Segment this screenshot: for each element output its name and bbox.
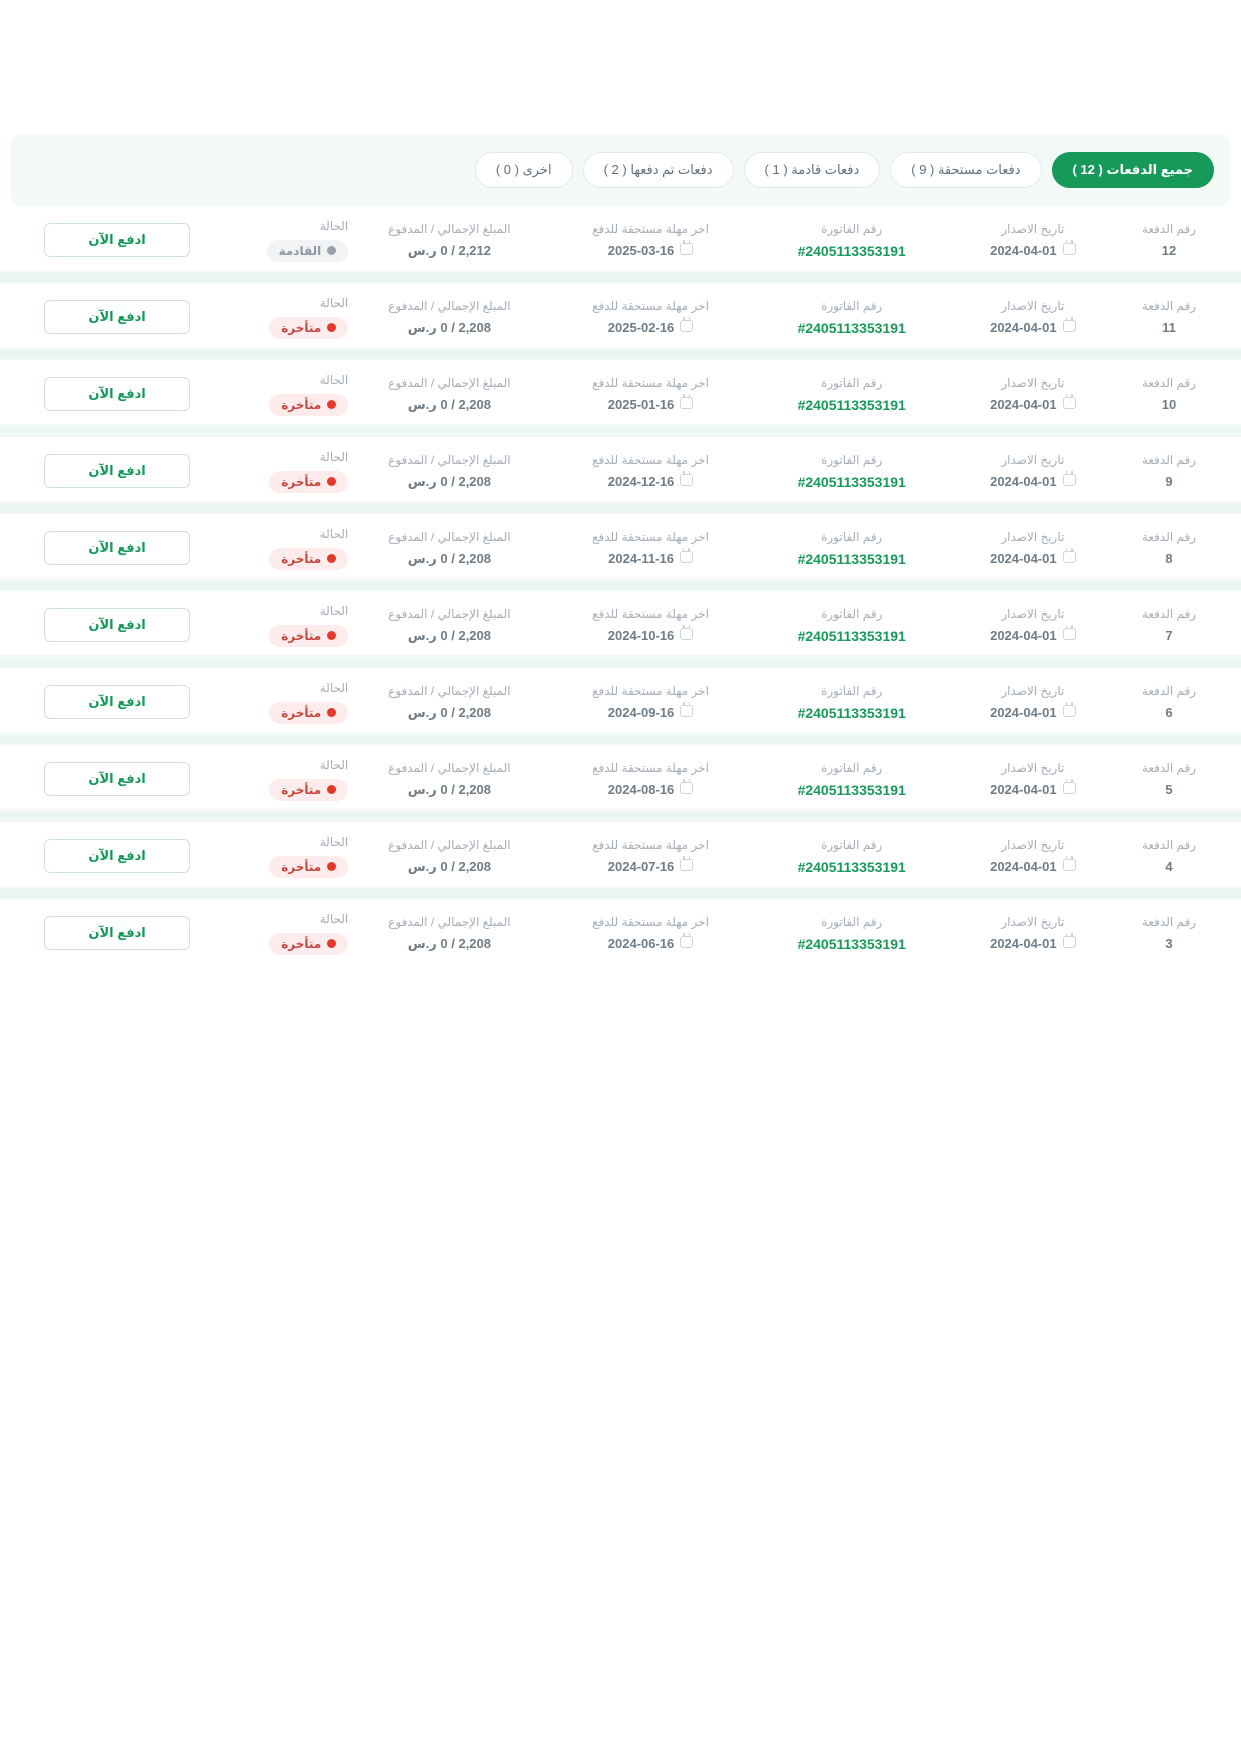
amount-cell — [354, 607, 544, 644]
due-date-label: اخر مهلة مستحقة للدفع — [592, 222, 709, 236]
invoice-number-link[interactable]: #2405113353191 — [797, 319, 906, 336]
due-date-cell — [551, 376, 751, 412]
issue-date-cell — [953, 222, 1113, 258]
status-badge — [269, 394, 348, 416]
payment-number-cell — [1119, 222, 1219, 258]
invoice-cell — [757, 761, 947, 798]
issue-date-value: 2024-04-01 — [990, 936, 1057, 951]
amount-label: المبلغ الإجمالي / المدفوع — [388, 683, 511, 698]
status-dot-icon — [327, 785, 336, 794]
status-badge — [269, 856, 348, 878]
status-label: الحالة — [319, 757, 349, 772]
status-label: الحالة — [319, 526, 349, 541]
calendar-icon — [680, 859, 693, 871]
due-date-cell — [551, 761, 751, 797]
amount-value: 2,208 / 0 ر.س — [407, 550, 492, 566]
issue-date-value: 2024-04-01 — [990, 782, 1057, 797]
due-date-label: اخر مهلة مستحقة للدفع — [592, 530, 709, 544]
status-label: الحالة — [319, 218, 349, 233]
invoice-number-link[interactable]: #2405113353191 — [797, 550, 906, 567]
payment-number-cell — [1119, 453, 1219, 489]
due-date-value: 2024-08-16 — [607, 782, 675, 797]
due-date-cell — [551, 530, 751, 566]
invoice-cell — [757, 684, 947, 721]
amount-value: 2,208 / 0 ر.س — [407, 319, 492, 335]
status-dot-icon — [327, 708, 336, 717]
calendar-icon — [1063, 320, 1076, 332]
payment-number-label: رقم الدفعة — [1141, 684, 1197, 698]
due-date-value: 2024-07-16 — [607, 859, 675, 874]
status-cell — [218, 758, 348, 801]
pay-button-cell — [22, 608, 212, 642]
invoice-number-link[interactable]: #2405113353191 — [797, 396, 906, 413]
due-date-value: 2024-10-16 — [607, 628, 675, 643]
pay-now-button[interactable]: ادفع الآن — [44, 531, 190, 565]
calendar-icon — [680, 628, 693, 640]
status-dot-icon — [327, 939, 336, 948]
payment-number-label: رقم الدفعة — [1141, 299, 1197, 313]
invoice-number-link[interactable]: #2405113353191 — [797, 242, 906, 259]
payment-row — [0, 360, 1241, 424]
filter-tab[interactable]: اخرى ( 0 ) — [475, 152, 573, 188]
invoice-label: رقم الفاتورة — [821, 683, 883, 698]
status-badge — [269, 471, 348, 493]
pay-button-cell — [22, 685, 212, 719]
issue-date-label: تاريخ الاصدار — [1001, 761, 1065, 775]
calendar-icon — [680, 397, 693, 409]
status-dot-icon — [327, 554, 336, 563]
pay-now-button[interactable]: ادفع الآن — [44, 839, 190, 873]
invoice-cell — [757, 222, 947, 259]
calendar-icon — [680, 936, 693, 948]
amount-value: 2,208 / 0 ر.س — [407, 935, 492, 951]
invoice-label: رقم الفاتورة — [821, 837, 883, 852]
calendar-icon — [1063, 628, 1076, 640]
status-text: متأخرة — [281, 936, 322, 951]
status-label: الحالة — [319, 911, 349, 926]
pay-now-button[interactable]: ادفع الآن — [44, 454, 190, 488]
row-separator — [0, 270, 1241, 283]
amount-value: 2,212 / 0 ر.س — [407, 242, 492, 258]
invoice-label: رقم الفاتورة — [821, 221, 883, 236]
invoice-label: رقم الفاتورة — [821, 914, 883, 929]
payment-row — [0, 745, 1241, 809]
status-dot-icon — [327, 631, 336, 640]
calendar-icon — [680, 243, 693, 255]
amount-cell — [354, 530, 544, 567]
status-badge — [267, 240, 349, 262]
status-cell — [218, 450, 348, 493]
pay-now-button[interactable]: ادفع الآن — [44, 377, 190, 411]
payment-number-value: 12 — [1161, 243, 1177, 258]
status-dot-icon — [327, 477, 336, 486]
amount-value: 2,208 / 0 ر.س — [407, 704, 492, 720]
status-cell — [218, 219, 348, 262]
invoice-cell — [757, 299, 947, 336]
payment-number-value: 5 — [1165, 782, 1173, 797]
due-date-value: 2025-02-16 — [607, 320, 675, 335]
row-separator — [0, 578, 1241, 591]
calendar-icon — [1063, 782, 1076, 794]
status-label: الحالة — [319, 295, 349, 310]
calendar-icon — [1063, 551, 1076, 563]
status-text: متأخرة — [281, 782, 322, 797]
payment-number-cell — [1119, 684, 1219, 720]
status-cell — [218, 604, 348, 647]
row-separator — [0, 655, 1241, 668]
due-date-label: اخر مهلة مستحقة للدفع — [592, 761, 709, 775]
issue-date-value: 2024-04-01 — [990, 705, 1057, 720]
status-text: متأخرة — [281, 859, 322, 874]
invoice-label: رقم الفاتورة — [821, 529, 883, 544]
pay-now-button[interactable]: ادفع الآن — [44, 300, 190, 334]
due-date-label: اخر مهلة مستحقة للدفع — [592, 607, 709, 621]
pay-button-cell — [22, 531, 212, 565]
amount-label: المبلغ الإجمالي / المدفوع — [388, 529, 511, 544]
amount-label: المبلغ الإجمالي / المدفوع — [388, 298, 511, 313]
row-separator — [0, 501, 1241, 514]
status-badge — [269, 702, 348, 724]
amount-value: 2,208 / 0 ر.س — [407, 396, 492, 412]
issue-date-label: تاريخ الاصدار — [1001, 915, 1065, 929]
issue-date-label: تاريخ الاصدار — [1001, 838, 1065, 852]
invoice-number-link[interactable]: #2405113353191 — [797, 858, 906, 875]
pay-now-button[interactable]: ادفع الآن — [44, 223, 190, 257]
filter-tab[interactable]: جميع الدفعات ( 12 ) — [1052, 152, 1215, 188]
calendar-icon — [680, 782, 693, 794]
issue-date-label: تاريخ الاصدار — [1001, 453, 1065, 467]
status-text: متأخرة — [281, 628, 322, 643]
issue-date-label: تاريخ الاصدار — [1001, 299, 1065, 313]
payment-number-cell — [1119, 607, 1219, 643]
status-cell — [218, 681, 348, 724]
calendar-icon — [680, 551, 693, 563]
amount-cell — [354, 299, 544, 336]
payment-number-value: 8 — [1165, 551, 1173, 566]
due-date-cell — [551, 299, 751, 335]
row-separator — [0, 424, 1241, 437]
invoice-label: رقم الفاتورة — [821, 452, 883, 467]
due-date-value: 2024-11-16 — [608, 551, 674, 566]
status-dot-icon — [327, 400, 336, 409]
pay-button-cell — [22, 377, 212, 411]
due-date-label: اخر مهلة مستحقة للدفع — [592, 299, 709, 313]
payment-number-value: 10 — [1161, 397, 1177, 412]
due-date-value: 2025-01-16 — [607, 397, 675, 412]
status-text: القادمة — [278, 243, 322, 258]
payment-number-label: رقم الدفعة — [1141, 453, 1197, 467]
calendar-icon — [680, 474, 693, 486]
amount-label: المبلغ الإجمالي / المدفوع — [388, 837, 511, 852]
payment-number-cell — [1119, 761, 1219, 797]
invoice-number-link[interactable]: #2405113353191 — [797, 473, 906, 490]
payment-number-value: 9 — [1165, 474, 1173, 489]
pay-button-cell — [22, 223, 212, 257]
payment-row — [0, 822, 1241, 886]
status-cell — [218, 835, 348, 878]
payment-number-label: رقم الدفعة — [1141, 915, 1197, 929]
calendar-icon — [680, 705, 693, 717]
due-date-value: 2024-09-16 — [607, 705, 675, 720]
invoice-cell — [757, 838, 947, 875]
status-badge — [269, 625, 348, 647]
due-date-label: اخر مهلة مستحقة للدفع — [592, 915, 709, 929]
calendar-icon — [1063, 859, 1076, 871]
invoice-cell — [757, 915, 947, 952]
pay-button-cell — [22, 454, 212, 488]
due-date-label: اخر مهلة مستحقة للدفع — [592, 376, 709, 390]
invoice-cell — [757, 376, 947, 413]
invoice-label: رقم الفاتورة — [821, 606, 883, 621]
issue-date-value: 2024-04-01 — [990, 320, 1057, 335]
issue-date-label: تاريخ الاصدار — [1001, 530, 1065, 544]
status-badge — [269, 933, 348, 955]
status-label: الحالة — [319, 680, 349, 695]
issue-date-label: تاريخ الاصدار — [1001, 684, 1065, 698]
row-separator — [0, 732, 1241, 745]
pay-now-button[interactable]: ادفع الآن — [44, 685, 190, 719]
status-dot-icon — [327, 246, 336, 255]
due-date-value: 2024-12-16 — [607, 474, 675, 489]
amount-cell — [354, 915, 544, 952]
status-label: الحالة — [319, 603, 349, 618]
amount-value: 2,208 / 0 ر.س — [407, 781, 492, 797]
amount-cell — [354, 838, 544, 875]
amount-value: 2,208 / 0 ر.س — [407, 627, 492, 643]
due-date-cell — [551, 222, 751, 258]
payment-row — [0, 514, 1241, 578]
amount-label: المبلغ الإجمالي / المدفوع — [388, 375, 511, 390]
payment-number-label: رقم الدفعة — [1141, 376, 1197, 390]
due-date-cell — [551, 838, 751, 874]
status-cell — [218, 373, 348, 416]
row-separator — [0, 347, 1241, 360]
due-date-label: اخر مهلة مستحقة للدفع — [592, 684, 709, 698]
amount-label: المبلغ الإجمالي / المدفوع — [388, 760, 511, 775]
issue-date-cell — [953, 684, 1113, 720]
status-badge — [269, 548, 348, 570]
status-text: متأخرة — [281, 705, 322, 720]
status-dot-icon — [327, 323, 336, 332]
pay-button-cell — [22, 839, 212, 873]
issue-date-value: 2024-04-01 — [990, 397, 1057, 412]
pay-button-cell — [22, 300, 212, 334]
status-cell — [218, 296, 348, 339]
payment-row — [0, 668, 1241, 732]
pay-now-button[interactable]: ادفع الآن — [44, 608, 190, 642]
issue-date-cell — [953, 607, 1113, 643]
amount-label: المبلغ الإجمالي / المدفوع — [388, 914, 511, 929]
filter-tab[interactable]: دفعات مستحقة ( 9 ) — [890, 152, 1041, 188]
status-text: متأخرة — [281, 397, 322, 412]
amount-value: 2,208 / 0 ر.س — [407, 858, 492, 874]
invoice-label: رقم الفاتورة — [821, 375, 883, 390]
row-separator — [0, 809, 1241, 822]
payment-number-label: رقم الدفعة — [1141, 530, 1197, 544]
issue-date-cell — [953, 453, 1113, 489]
amount-cell — [354, 453, 544, 490]
payment-row — [0, 899, 1241, 963]
calendar-icon — [1063, 474, 1076, 486]
due-date-label: اخر مهلة مستحقة للدفع — [592, 838, 709, 852]
issue-date-value: 2024-04-01 — [990, 551, 1057, 566]
payment-number-label: رقم الدفعة — [1141, 607, 1197, 621]
issue-date-value: 2024-04-01 — [990, 474, 1057, 489]
issue-date-value: 2024-04-01 — [990, 243, 1057, 258]
payment-row — [0, 206, 1241, 270]
invoice-number-link[interactable]: #2405113353191 — [797, 704, 906, 721]
amount-cell — [354, 376, 544, 413]
payment-number-cell — [1119, 915, 1219, 951]
issue-date-value: 2024-04-01 — [990, 628, 1057, 643]
payment-number-cell — [1119, 530, 1219, 566]
invoice-label: رقم الفاتورة — [821, 760, 883, 775]
pay-now-button[interactable]: ادفع الآن — [44, 762, 190, 796]
status-cell — [218, 912, 348, 955]
payment-number-cell — [1119, 838, 1219, 874]
payment-row — [0, 437, 1241, 501]
payment-number-label: رقم الدفعة — [1141, 838, 1197, 852]
payment-row — [0, 283, 1241, 347]
payment-number-value: 4 — [1165, 859, 1173, 874]
issue-date-cell — [953, 838, 1113, 874]
issue-date-value: 2024-04-01 — [990, 859, 1057, 874]
amount-cell — [354, 761, 544, 798]
due-date-value: 2024-06-16 — [607, 936, 675, 951]
payment-number-value: 11 — [1162, 320, 1176, 335]
amount-label: المبلغ الإجمالي / المدفوع — [388, 452, 511, 467]
issue-date-label: تاريخ الاصدار — [1001, 376, 1065, 390]
calendar-icon — [680, 320, 693, 332]
payment-number-value: 7 — [1165, 628, 1173, 643]
status-label: الحالة — [319, 834, 349, 849]
amount-cell — [354, 222, 544, 259]
issue-date-label: تاريخ الاصدار — [1001, 222, 1065, 236]
calendar-icon — [1063, 397, 1076, 409]
issue-date-cell — [953, 376, 1113, 412]
payment-row — [0, 591, 1241, 655]
due-date-value: 2025-03-16 — [607, 243, 675, 258]
pay-button-cell — [22, 916, 212, 950]
invoice-number-link[interactable]: #2405113353191 — [797, 781, 906, 798]
calendar-icon — [1063, 705, 1076, 717]
payment-number-cell — [1119, 376, 1219, 412]
status-badge — [269, 779, 348, 801]
status-text: متأخرة — [281, 474, 322, 489]
issue-date-label: تاريخ الاصدار — [1001, 607, 1065, 621]
payment-number-label: رقم الدفعة — [1141, 761, 1197, 775]
status-cell — [218, 527, 348, 570]
amount-label: المبلغ الإجمالي / المدفوع — [388, 221, 511, 236]
status-badge — [269, 317, 348, 339]
row-separator — [0, 886, 1241, 899]
filter-tab[interactable]: دفعات قادمة ( 1 ) — [744, 152, 881, 188]
status-dot-icon — [327, 862, 336, 871]
invoice-cell — [757, 607, 947, 644]
status-text: متأخرة — [281, 551, 322, 566]
status-label: الحالة — [319, 449, 349, 464]
calendar-icon — [1063, 936, 1076, 948]
invoice-number-link[interactable]: #2405113353191 — [797, 627, 906, 644]
payment-number-value: 3 — [1165, 936, 1173, 951]
due-date-cell — [551, 453, 751, 489]
invoice-cell — [757, 453, 947, 490]
due-date-cell — [551, 684, 751, 720]
due-date-cell — [551, 915, 751, 951]
amount-value: 2,208 / 0 ر.س — [407, 473, 492, 489]
status-text: متأخرة — [281, 320, 322, 335]
issue-date-cell — [953, 299, 1113, 335]
pay-now-button[interactable]: ادفع الآن — [44, 916, 190, 950]
invoice-label: رقم الفاتورة — [821, 298, 883, 313]
payment-number-value: 6 — [1165, 705, 1173, 720]
invoice-number-link[interactable]: #2405113353191 — [797, 935, 906, 952]
payment-number-label: رقم الدفعة — [1141, 222, 1197, 236]
payment-number-cell — [1119, 299, 1219, 335]
amount-cell — [354, 684, 544, 721]
filter-tab[interactable]: دفعات تم دفعها ( 2 ) — [583, 152, 734, 188]
due-date-cell — [551, 607, 751, 643]
pay-button-cell — [22, 762, 212, 796]
issue-date-cell — [953, 530, 1113, 566]
status-label: الحالة — [319, 372, 349, 387]
invoice-cell — [757, 530, 947, 567]
payments-list — [0, 206, 1241, 963]
payment-filter-tabs — [11, 134, 1230, 206]
issue-date-cell — [953, 761, 1113, 797]
issue-date-cell — [953, 915, 1113, 951]
due-date-label: اخر مهلة مستحقة للدفع — [592, 453, 709, 467]
amount-label: المبلغ الإجمالي / المدفوع — [388, 606, 511, 621]
calendar-icon — [1063, 243, 1076, 255]
